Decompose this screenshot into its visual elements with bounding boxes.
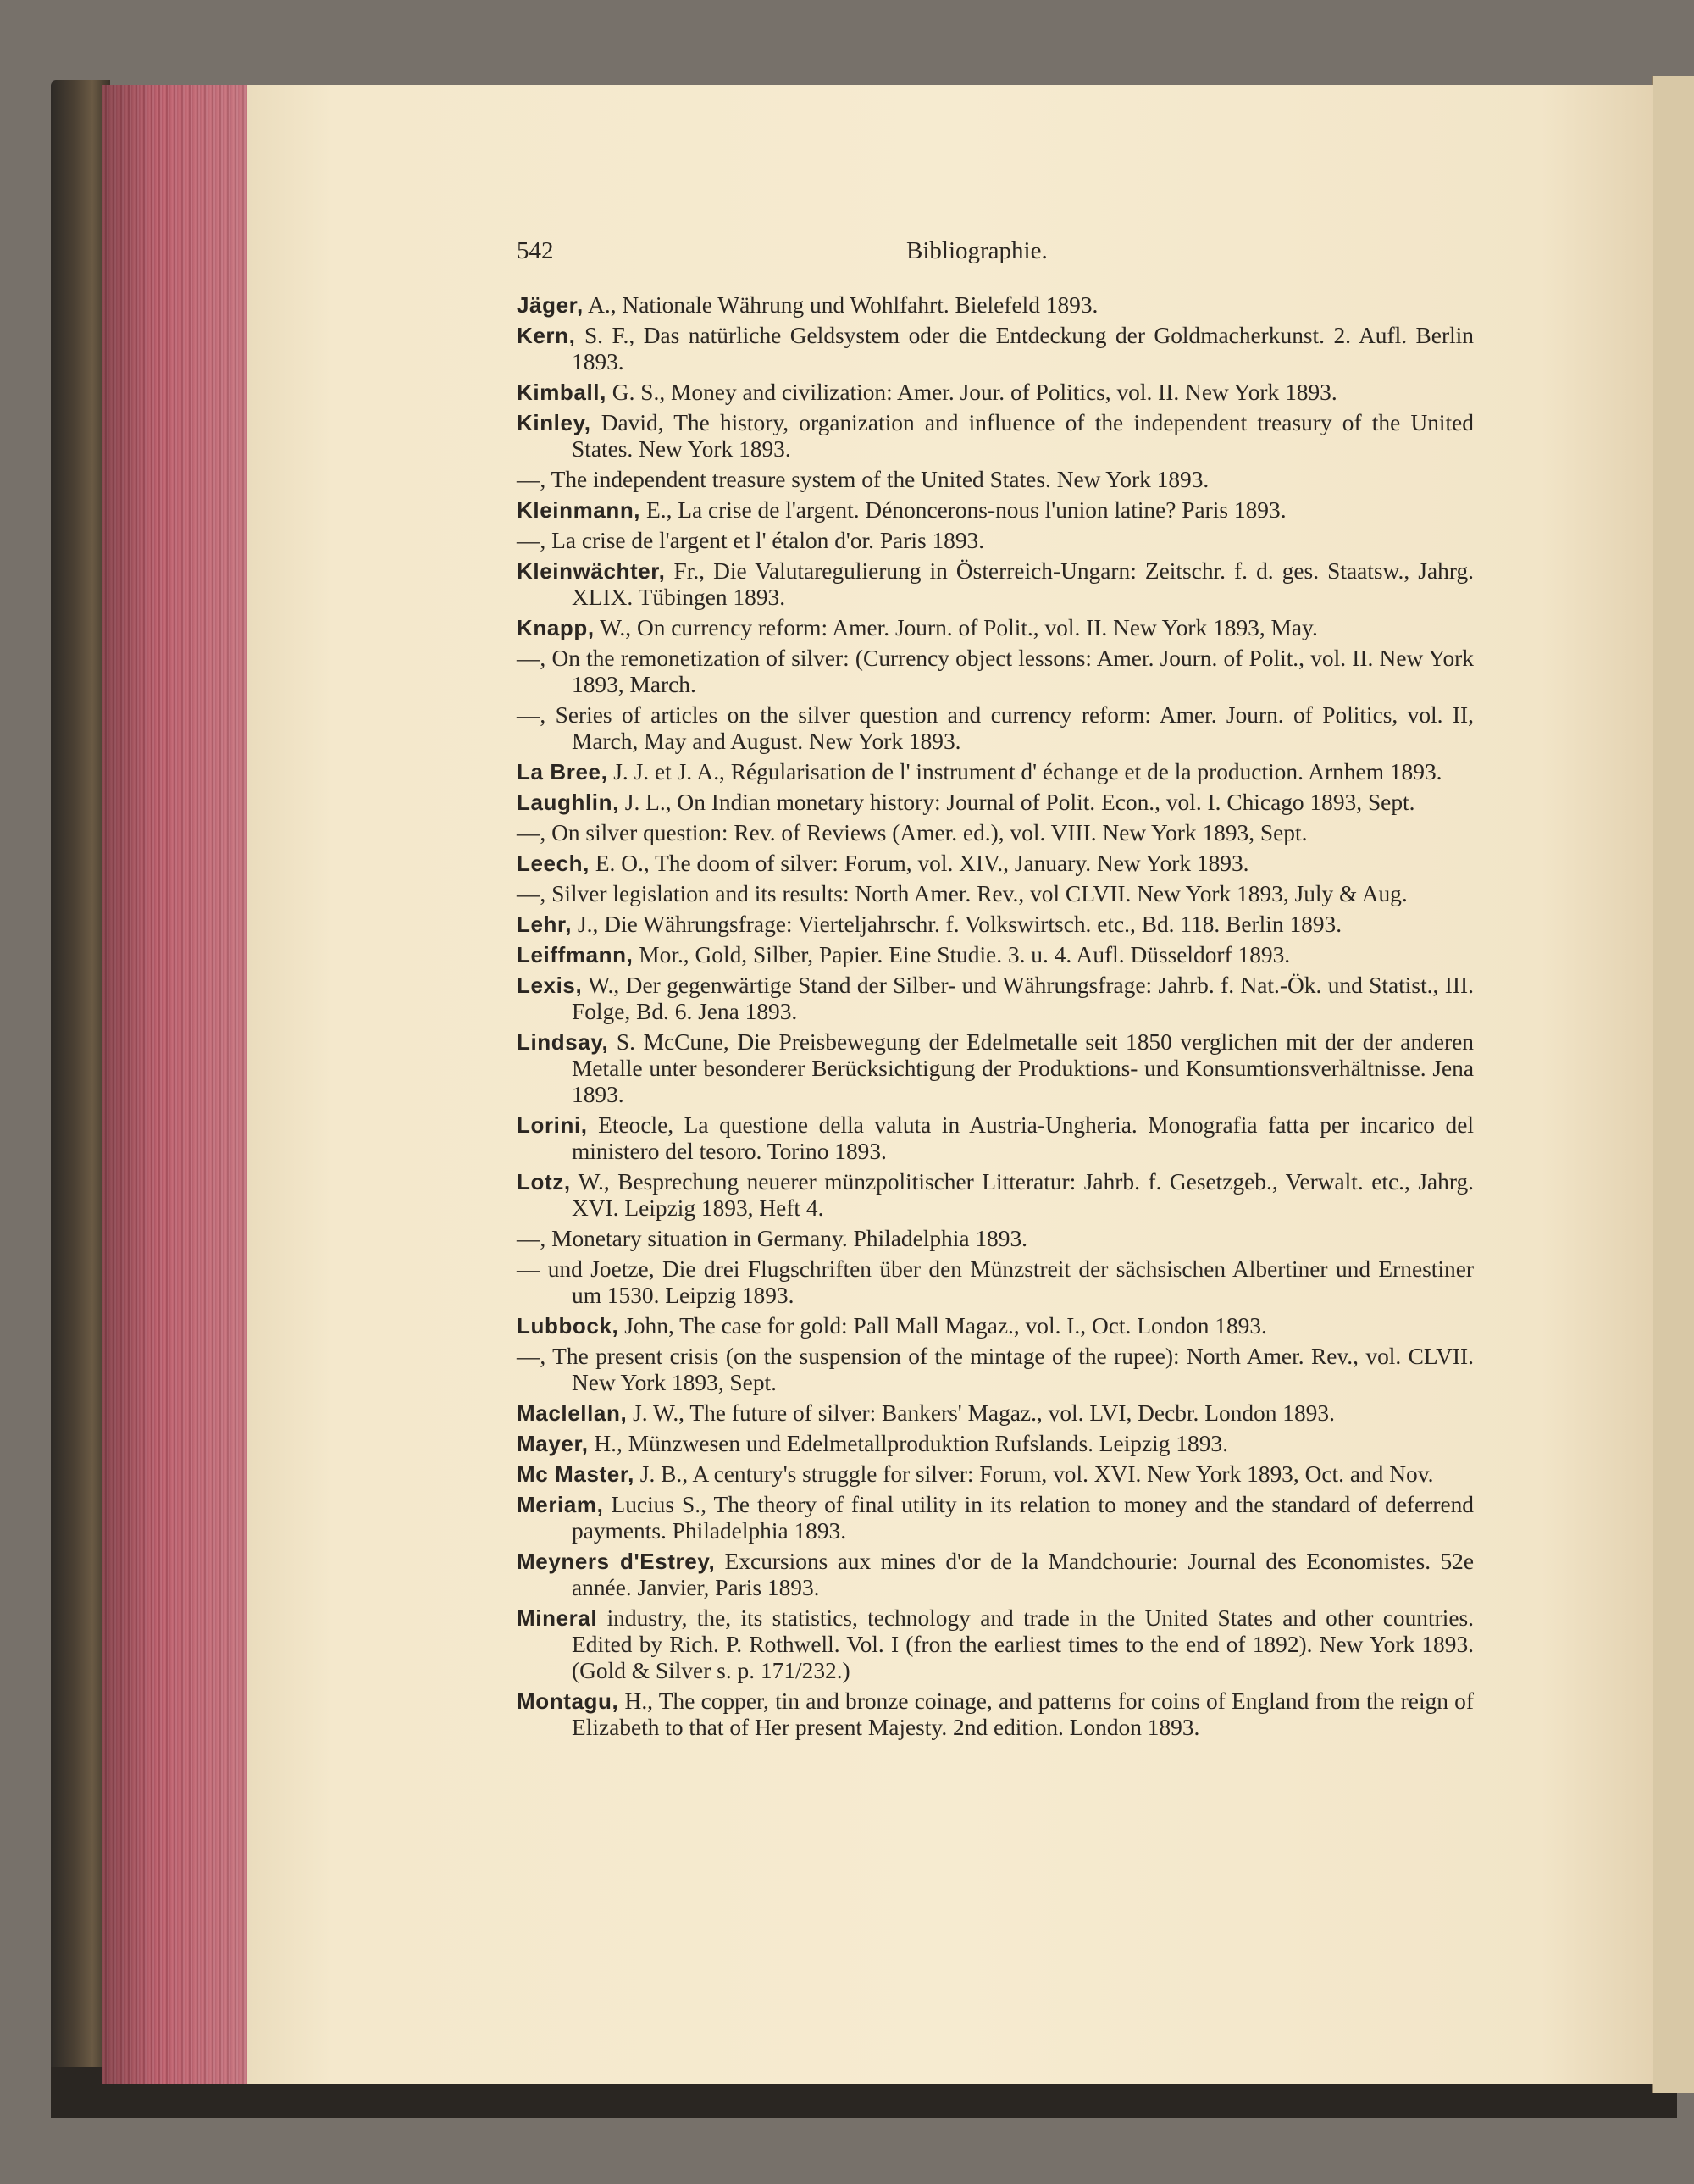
entry-text: J., Die Währungsfrage: Vierteljahrschr. f. Volkswirtsch. etc., Bd. 118. Berlin 1893. bbox=[572, 912, 1342, 937]
running-title: Bibliographie. bbox=[906, 237, 1048, 264]
entry-author: Maclellan, bbox=[517, 1400, 628, 1426]
entry-author: Lubbock, bbox=[517, 1313, 619, 1339]
entry-text: W., Besprechung neuerer münzpolitischer Litteratur: Jahrb. f. Gesetzgeb., Verwalt. etc., Jahrg. XVI. Leipzig 1893, Heft 4. bbox=[570, 1169, 1474, 1221]
entry-text: —, The present crisis (on the suspension of the mintage of the rupee): North Amer. Rev., vol. CLVII. New York 1893, Sept. bbox=[517, 1344, 1474, 1395]
bibliography-entry bbox=[517, 1461, 1474, 1488]
entry-author: Kleinwächter, bbox=[517, 558, 666, 584]
bibliography-entry bbox=[517, 1400, 1474, 1427]
bibliography-entry bbox=[517, 1226, 1474, 1252]
entry-text: Lucius S., The theory of final utility in its relation to money and the standard of deferrend payments. Philadelphia 1893. bbox=[572, 1492, 1474, 1544]
bibliography-entry bbox=[517, 558, 1474, 611]
entry-author: Kleinmann, bbox=[517, 497, 641, 523]
bibliography-list bbox=[517, 292, 1474, 1745]
entry-text: John, The case for gold: Pall Mall Magaz., vol. I., Oct. London 1893. bbox=[618, 1313, 1267, 1339]
entry-author: La Bree, bbox=[517, 759, 608, 784]
entry-author: Lehr, bbox=[517, 912, 573, 937]
bibliography-entry bbox=[517, 1605, 1474, 1684]
bibliography-entry bbox=[517, 528, 1474, 554]
bibliography-entry bbox=[517, 702, 1474, 755]
page-number: 542 bbox=[517, 237, 554, 264]
bibliography-entry bbox=[517, 851, 1474, 877]
bibliography-entry bbox=[517, 1492, 1474, 1544]
entry-text: —, Silver legislation and its results: North Amer. Rev., vol CLVII. New York 1893, July & Aug. bbox=[517, 881, 1408, 906]
entry-author: Kern, bbox=[517, 323, 576, 348]
entry-text: Excursions aux mines d'or de la Mandchourie: Journal des Economistes. 52e année. Janvier, Paris 1893. bbox=[572, 1549, 1475, 1600]
page-header bbox=[517, 237, 1143, 271]
bibliography-entry bbox=[517, 646, 1474, 698]
bibliography-entry bbox=[517, 1431, 1474, 1457]
bibliography-entry bbox=[517, 1169, 1474, 1222]
bibliography-entry bbox=[517, 1029, 1474, 1108]
entry-text: S. F., Das natürliche Geldsystem oder die Entdeckung der Goldmacherkunst. 2. Aufl. Berlin 1893. bbox=[572, 323, 1474, 374]
entry-text: Eteocle, La questione della valuta in Austria-Ungheria. Monografia fatta per incarico del ministero del tesoro. Torino 1893. bbox=[572, 1112, 1474, 1164]
entry-author: Mc Master, bbox=[517, 1461, 634, 1487]
entry-text: —, On silver question: Rev. of Reviews (Amer. ed.), vol. VIII. New York 1893, Sept. bbox=[517, 820, 1308, 845]
entry-author: Knapp, bbox=[517, 615, 595, 640]
bibliography-entry bbox=[517, 410, 1474, 463]
entry-text: Fr., Die Valutaregulierung in Österreich-Ungarn: Zeitschr. f. d. ges. Staatsw., Jahrg. XLIX. Tübingen 1893. bbox=[572, 558, 1474, 610]
bibliography-entry bbox=[517, 759, 1474, 785]
entry-text: J. J. et J. A., Régularisation de l' instrument d' échange et de la production. Arnhem 1893. bbox=[607, 759, 1442, 784]
entry-text: —, The independent treasure system of the United States. New York 1893. bbox=[517, 467, 1210, 492]
bibliography-entry bbox=[517, 881, 1474, 907]
entry-text: —, La crise de l'argent et l' étalon d'or. Paris 1893. bbox=[517, 528, 985, 553]
entry-author: Lotz, bbox=[517, 1169, 571, 1195]
entry-text: David, The history, organization and influence of the independent treasury of the United States. New York 1893. bbox=[572, 410, 1474, 462]
entry-text: —, Series of articles on the silver question and currency reform: Amer. Journ. of Politics, vol. II, March, May and August. New York 1893. bbox=[517, 702, 1474, 754]
entry-text: industry, the, its statistics, technology and trade in the United States and other countries. Edited by Rich. P. Rothwell. Vol. I (fron the earliest times to the end of 1892). New York 1893. (Gold & Silver s. p. 171/232.) bbox=[572, 1605, 1474, 1683]
entry-author: Lindsay, bbox=[517, 1029, 609, 1055]
bibliography-entry bbox=[517, 380, 1474, 406]
entry-author: Kimball, bbox=[517, 380, 606, 405]
entry-text: —, Monetary situation in Germany. Philadelphia 1893. bbox=[517, 1226, 1027, 1251]
entry-author: Leiffmann, bbox=[517, 942, 634, 967]
bibliography-entry bbox=[517, 942, 1474, 968]
page-edges-shade bbox=[102, 85, 250, 2084]
entry-author: Kinley, bbox=[517, 410, 591, 435]
entry-author: Montagu, bbox=[517, 1688, 619, 1714]
entry-text: G. S., Money and civilization: Amer. Jour. of Politics, vol. II. New York 1893. bbox=[606, 380, 1337, 405]
entry-text: W., On currency reform: Amer. Journ. of Polit., vol. II. New York 1893, May. bbox=[594, 615, 1318, 640]
entry-text: J. B., A century's struggle for silver: Forum, vol. XVI. New York 1893, Oct. and Nov. bbox=[634, 1461, 1434, 1487]
entry-author: Lexis, bbox=[517, 973, 583, 998]
entry-author: Meyners d'Estrey, bbox=[517, 1549, 716, 1574]
entry-text: H., Münzwesen und Edelmetallproduktion Rufslands. Leipzig 1893. bbox=[588, 1431, 1228, 1456]
entry-text: E. O., The doom of silver: Forum, vol. XIV., January. New York 1893. bbox=[589, 851, 1249, 876]
entry-text: W., Der gegenwärtige Stand der Silber- und Währungsfrage: Jahrb. f. Nat.-Ök. und Statist., III. Folge, Bd. 6. Jena 1893. bbox=[572, 973, 1474, 1024]
entry-text: —, On the remonetization of silver: (Currency object lessons: Amer. Journ. of Polit., vol. II. New York 1893, March. bbox=[517, 646, 1474, 697]
entry-text: E., La crise de l'argent. Dénoncerons-nous l'union latine? Paris 1893. bbox=[640, 497, 1287, 523]
entry-text: Mor., Gold, Silber, Papier. Eine Studie. 3. u. 4. Aufl. Düsseldorf 1893. bbox=[633, 942, 1291, 967]
bibliography-entry bbox=[517, 1112, 1474, 1165]
entry-text: — und Joetze, Die drei Flugschriften über den Münzstreit der sächsischen Albertiner und Ernestiner um 1530. Leipzig 1893. bbox=[517, 1256, 1474, 1308]
entry-text: S. McCune, Die Preisbewegung der Edelmetalle seit 1850 verglichen mit der der anderen Metalle unter besonderer Berücksichtigung der Produktions- und Konsumtionsverhältnisse. Jena 1893. bbox=[572, 1029, 1474, 1107]
bibliography-entry bbox=[517, 1313, 1474, 1339]
entry-author: Mineral bbox=[517, 1605, 598, 1631]
entry-author: Meriam, bbox=[517, 1492, 604, 1517]
entry-author: Leech, bbox=[517, 851, 590, 876]
entry-author: Lorini, bbox=[517, 1112, 588, 1138]
bibliography-entry bbox=[517, 497, 1474, 524]
entry-author: Jäger, bbox=[517, 292, 584, 318]
entry-author: Laughlin, bbox=[517, 790, 619, 815]
entry-text: A., Nationale Währung und Wohlfahrt. Bielefeld 1893. bbox=[583, 292, 1099, 318]
bibliography-entry bbox=[517, 292, 1474, 319]
bibliography-entry bbox=[517, 323, 1474, 375]
bibliography-entry bbox=[517, 1344, 1474, 1396]
bibliography-entry bbox=[517, 790, 1474, 816]
bibliography-entry bbox=[517, 467, 1474, 493]
bibliography-entry bbox=[517, 1256, 1474, 1309]
bibliography-entry bbox=[517, 615, 1474, 641]
entry-text: J. W., The future of silver: Bankers' Magaz., vol. LVI, Decbr. London 1893. bbox=[627, 1400, 1335, 1426]
entry-text: H., The copper, tin and bronze coinage, and patterns for coins of England from the reign of Elizabeth to that of Her present Majesty. 2nd edition. London 1893. bbox=[572, 1688, 1474, 1740]
bibliography-entry bbox=[517, 820, 1474, 846]
bibliography-entry bbox=[517, 912, 1474, 938]
bibliography-entry bbox=[517, 1549, 1474, 1601]
entry-author: Mayer, bbox=[517, 1431, 589, 1456]
bibliography-entry bbox=[517, 1688, 1474, 1741]
entry-text: J. L., On Indian monetary history: Journal of Polit. Econ., vol. I. Chicago 1893, Sept. bbox=[618, 790, 1415, 815]
bibliography-entry bbox=[517, 973, 1474, 1025]
next-page-edge bbox=[1652, 76, 1694, 2093]
